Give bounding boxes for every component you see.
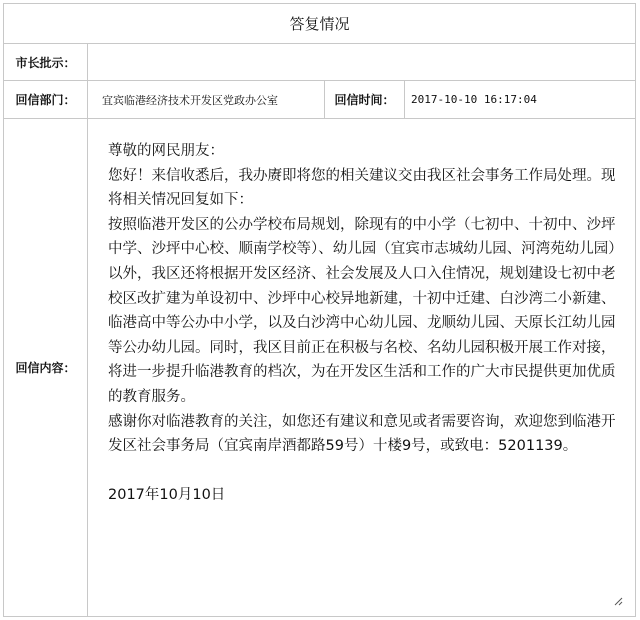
content-label: 回信内容： [15, 361, 76, 375]
paragraph-2: 按照临港开发区的公办学校布局规划，除现有的中小学（七初中、十初中、沙坪中学、沙坪中心校、顺南学校等）、幼儿园（宜宾市志城幼儿园、河湾苑幼儿园）以外，我区还将根据开发区经济、社会发展及人口入住情况，规划建设七初中老校区改扩建为单设初中、沙坪中心校异地新建，十初中迁建、白沙湾二小新建、临港高中等公办中小学，以及白沙湾中心幼儿园、龙顺幼儿园、天原长江幼儿园等公办幼儿园。同时，我区目前正在积极与名校、名幼儿园积极开展工作对接，将进一步提升临港教育的档次，为在开发区生活和工作的广大市民提供更加优质的教育服务。 [108, 216, 623, 405]
paragraph-1: 您好！来信收悉后，我办赓即将您的相关建议交由我区社会事务工作局处理。现将相关情况回复如下： [108, 167, 616, 209]
reply-info-row [4, 81, 635, 119]
greeting: 尊敬的网民朋友： [108, 143, 224, 159]
mayor-label: 市长批示： [15, 55, 76, 70]
time-label: 回信时间： [324, 81, 404, 118]
reply-date: 2017年10月10日 [108, 486, 226, 503]
content-body [87, 119, 635, 616]
dept-value: 宜宾临港经济技术开发区党政办公室 [87, 81, 324, 118]
dept-label: 回信部门： [15, 93, 76, 107]
time-value: 2017-10-10 16:17:04 [404, 81, 635, 118]
mayor-row [4, 44, 635, 81]
reply-table [3, 3, 636, 617]
content-row [4, 119, 635, 616]
mayor-value [87, 44, 635, 80]
resize-grip-icon[interactable] [613, 596, 623, 606]
page-title: 答复情况 [289, 15, 350, 33]
title-row [4, 4, 635, 44]
paragraph-3: 感谢你对临港教育的关注，如您还有建议和意见或者需要咨询，欢迎您到临港开发区社会事务局（宜宾南岸酒都路59号）十楼9号，或致电：5201139。 [108, 413, 616, 455]
